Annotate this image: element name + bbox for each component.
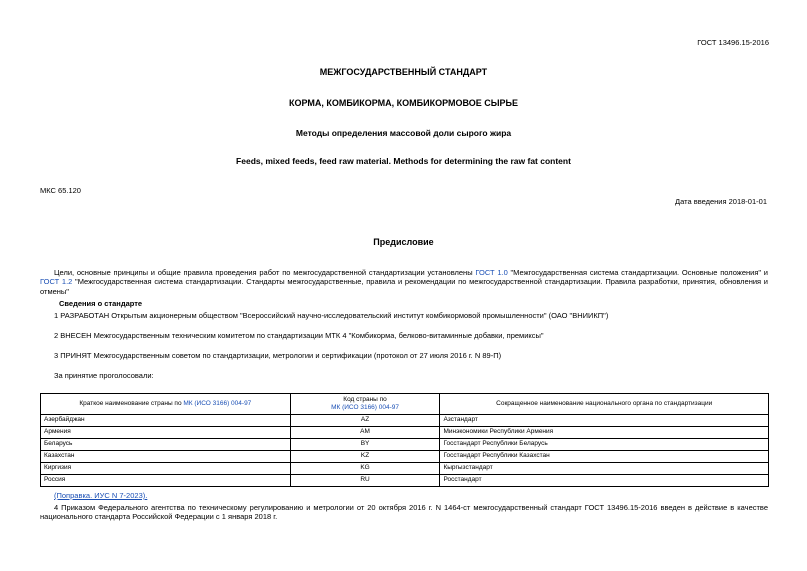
mks-code: МКС 65.120 xyxy=(40,186,81,195)
document-code: ГОСТ 13496.15-2016 xyxy=(697,38,769,47)
country-cell: Армения xyxy=(41,427,291,439)
table-row xyxy=(41,463,769,475)
foreword-heading: Предисловие xyxy=(373,237,434,247)
table-row xyxy=(41,439,769,451)
body-cell: Кыргызстандарт xyxy=(440,463,769,475)
country-cell: Россия xyxy=(41,475,291,487)
code-header-text: Код страны по xyxy=(343,395,387,403)
foreword-paragraph xyxy=(40,268,768,296)
method-title-ru: Методы определения массовой доли сырого жира xyxy=(295,128,512,138)
gost-1-2-link[interactable]: ГОСТ 1.2 xyxy=(40,277,73,287)
introduction-date: Дата введения 2018-01-01 xyxy=(675,197,767,206)
table-row xyxy=(41,475,769,487)
body-column-header: Сокращенное наименование национального органа по стандартизации xyxy=(440,394,769,415)
table-row xyxy=(41,415,769,427)
foreword-text-2: "Межгосударственная система стандартизации. Основные положения" и xyxy=(507,268,768,277)
country-cell: Азербайджан xyxy=(41,415,291,427)
body-cell: Росстандарт xyxy=(440,475,769,487)
mk-iso-link[interactable]: МК (ИСО 3166) 004-97 xyxy=(183,399,252,407)
body-cell: Госстандарт Республики Казахстан xyxy=(440,451,769,463)
body-cell: Минэкономики Республики Армения xyxy=(440,427,769,439)
country-cell: Беларусь xyxy=(41,439,291,451)
code-column-header xyxy=(290,394,440,415)
table-header-row xyxy=(41,394,769,415)
country-column-header xyxy=(41,394,291,415)
table-row xyxy=(41,427,769,439)
code-cell: AZ xyxy=(290,415,440,427)
about-item-4: 4 Приказом Федерального агентства по техническому регулированию и метрологии от 20 октября 2016 г. N 1464-ст межгосударственный стандарт ГОСТ 13496.15-2016 введен в действие в качестве национального стандарта Российской Федерации с 1 января 2018 г. xyxy=(40,503,768,522)
body-cell: Азстандарт xyxy=(440,415,769,427)
code-cell: KZ xyxy=(290,451,440,463)
about-standard-heading: Сведения о стандарте xyxy=(59,299,143,308)
voted-label: За принятие проголосовали: xyxy=(54,371,154,380)
foreword-text-1: Цели, основные принципы и общие правила проведения работ по межгосударственной стандартизации установлены xyxy=(54,268,476,277)
country-cell: Казахстан xyxy=(41,451,291,463)
code-cell: RU xyxy=(290,475,440,487)
about-item-3: 3 ПРИНЯТ Межгосударственным советом по стандартизации, метрологии и сертификации (протокол от 27 июля 2016 г. N 89-П) xyxy=(54,351,502,360)
foreword-text-3: "Межгосударственная система стандартизации. Стандарты межгосударственные, правила и рекомендации по межгосударственной стандартизации. Правила разработки, принятия, обновления и отмены" xyxy=(40,277,768,296)
standard-type-heading: МЕЖГОСУДАРСТВЕННЫЙ СТАНДАРТ xyxy=(319,67,488,77)
mk-iso-code-link[interactable]: МК (ИСО 3166) 004-97 xyxy=(331,404,400,411)
member-states-table xyxy=(40,393,769,487)
about-item-2: 2 ВНЕСЕН Межгосударственным техническим комитетом по стандартизации МТК 4 "Комбикорма, белково-витаминные добавки, премиксы" xyxy=(54,331,544,340)
body-cell: Госстандарт Республики Беларусь xyxy=(440,439,769,451)
country-cell: Киргизия xyxy=(41,463,291,475)
amendment-link[interactable]: (Поправка. ИУС N 7-2023). xyxy=(54,491,148,500)
code-cell: BY xyxy=(290,439,440,451)
subject-title: КОРМА, КОМБИКОРМА, КОМБИКОРМОВОЕ СЫРЬЕ xyxy=(288,98,519,108)
gost-1-0-link[interactable]: ГОСТ 1.0 xyxy=(475,268,508,277)
country-header-text: Краткое наименование страны по xyxy=(79,399,184,407)
about-item-1: 1 РАЗРАБОТАН Открытым акционерным обществом "Всероссийский научно-исследовательский институт комбикормовой промышленности" (ОАО "ВНИИКП") xyxy=(54,311,609,320)
table-row xyxy=(41,451,769,463)
code-cell: KG xyxy=(290,463,440,475)
code-cell: AM xyxy=(290,427,440,439)
method-title-en: Feeds, mixed feeds, feed raw material. Methods for determining the raw fat content xyxy=(236,156,571,166)
